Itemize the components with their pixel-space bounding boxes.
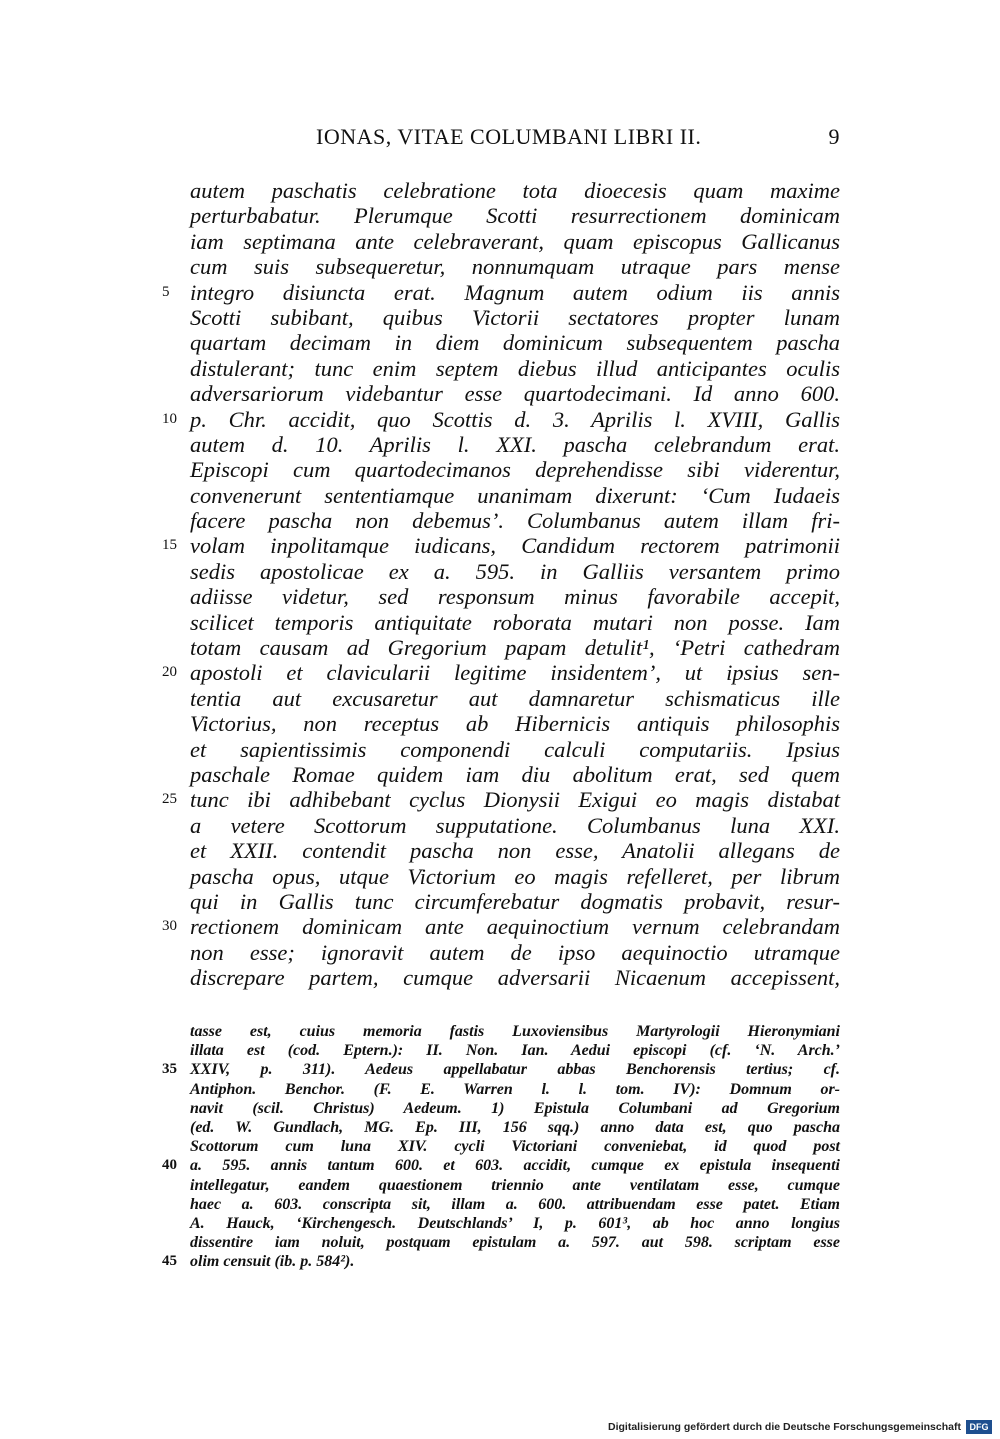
line-text: perturbabatur. Plerumque Scotti resurrectionem dominicam <box>190 203 840 229</box>
text-line <box>190 508 840 533</box>
line-text: navit (scil. Christus) Aedeum. 1) Epistula Columbani ad Gregorium <box>190 1099 840 1117</box>
text-line <box>190 711 840 736</box>
text-line <box>190 864 840 889</box>
footnote-line <box>190 1233 840 1252</box>
footnote-line <box>190 1099 840 1118</box>
line-text: cum suis subsequeretur, nonnumquam utraque pars mense <box>190 254 840 280</box>
footnote-line <box>190 1080 840 1099</box>
text-line <box>190 737 840 762</box>
text-line <box>190 584 840 609</box>
line-number: 5 <box>162 283 170 300</box>
text-line <box>190 203 840 228</box>
line-number: 15 <box>162 537 177 554</box>
text-line <box>162 914 840 940</box>
page-number: 9 <box>828 124 840 149</box>
text-line <box>190 838 840 863</box>
line-number: 25 <box>162 791 177 808</box>
text-line <box>190 813 840 838</box>
line-text: Antiphon. Benchor. (F. E. Warren l. l. tom. IV): Domnum or- <box>190 1080 840 1098</box>
line-text: autem d. 10. Aprilis l. XXI. pascha celebrandum erat. <box>190 431 840 457</box>
text-line <box>190 381 840 406</box>
footnote-line <box>190 1176 840 1195</box>
text-line <box>190 965 840 990</box>
text-line <box>162 787 840 813</box>
footnotes <box>162 1022 840 1271</box>
footnote-line <box>162 1252 840 1271</box>
line-text: illata est (cod. Eptern.): II. Non. Ian. Aedui episcopi (cf. ‘N. Arch.’ <box>190 1042 840 1060</box>
text-line <box>190 483 840 508</box>
line-text: et sapientissimis componendi calculi computariis. Ipsius <box>190 736 840 762</box>
footnote-line <box>162 1060 840 1079</box>
line-text: (ed. W. Gundlach, MG. Ep. III, 156 sqq.) anno data est, quo pascha <box>190 1118 840 1136</box>
line-text: olim censuit (ib. p. 584²). <box>190 1253 355 1271</box>
text-line <box>190 305 840 330</box>
line-text: quartam decimam in diem dominicum subsequentem pascha <box>190 330 840 356</box>
line-text: A. Hauck, ‘Kirchengesch. Deutschlands’ I, p. 601³, ab hoc anno longius <box>190 1214 840 1232</box>
text-line <box>190 432 840 457</box>
line-number: 40 <box>162 1157 177 1174</box>
footnote-line <box>190 1195 840 1214</box>
line-number: 45 <box>162 1253 177 1270</box>
line-text: dissentire iam noluit, postquam epistulam a. 597. aut 598. scriptam esse <box>190 1234 840 1252</box>
line-text: qui in Gallis tunc circumferebatur dogmatis probavit, resur- <box>190 888 840 914</box>
text-line <box>190 889 840 914</box>
line-text: XXIV, p. 311). Aedeus appellabatur abbas Benchorensis tertius; cf. <box>190 1061 840 1079</box>
text-line <box>190 559 840 584</box>
line-number: 10 <box>162 410 177 427</box>
line-text: non esse; ignoravit autem de ipso aequinoctio utramque <box>190 939 840 965</box>
footnote-line <box>190 1137 840 1156</box>
footnote-line <box>190 1022 840 1041</box>
line-text: paschale Romae quidem iam diu abolitum erat, sed quem <box>190 761 840 787</box>
line-text: adiisse videtur, sed responsum minus favorabile accepit, <box>190 584 840 610</box>
text-line <box>190 254 840 279</box>
line-text: Victorius, non receptus ab Hibernicis antiquis philosophis <box>190 711 840 737</box>
footnote-line <box>162 1156 840 1175</box>
dfg-logo: DFG <box>966 1420 992 1434</box>
line-text: autem paschatis celebratione tota dioecesis quam maxime <box>190 178 840 203</box>
text-line <box>190 635 840 660</box>
line-text: integro disiuncta erat. Magnum autem odium iis annis <box>190 279 840 305</box>
text-line <box>190 762 840 787</box>
line-text: distulerant; tunc enim septem diebus illud anticipantes oculis <box>190 355 840 381</box>
line-text: a. 595. annis tantum 600. et 603. accidit, cumque ex epistula insequenti <box>190 1157 840 1175</box>
line-text: pascha opus, utque Victorium eo magis refelleret, per librum <box>190 863 840 889</box>
line-text: apostoli et clavicularii legitime insidentem’, ut ipsius sen- <box>190 660 840 686</box>
text-line <box>190 178 840 203</box>
running-title: IONAS, VITAE COLUMBANI LIBRI II. <box>316 124 702 149</box>
line-text: convenerunt sententiamque unanimam dixerunt: ‘Cum Iudaeis <box>190 482 840 508</box>
line-text: p. Chr. accidit, quo Scottis d. 3. Aprilis l. XVIII, Gallis <box>190 406 840 432</box>
line-text: tunc ibi adhibebant cyclus Dionysii Exigui eo magis distabat <box>190 787 840 813</box>
text-line <box>190 330 840 355</box>
line-text: et XXII. contendit pascha non esse, Anatolii allegans de <box>190 838 840 864</box>
line-text: a vetere Scottorum supputatione. Columbanus luna XXI. <box>190 812 840 838</box>
footnote-line <box>190 1118 840 1137</box>
line-text: tentia aut excusaretur aut damnaretur schismaticus ille <box>190 685 840 711</box>
line-number: 35 <box>162 1061 177 1078</box>
text-line <box>190 686 840 711</box>
line-number: 30 <box>162 918 177 935</box>
line-text: haec a. 603. conscripta sit, illam a. 600. attribuendam esse patet. Etiam <box>190 1195 840 1213</box>
running-header <box>316 124 840 158</box>
line-text: iam septimana ante celebraverant, quam episcopus Gallicanus <box>190 228 840 254</box>
line-text: Scotti subibant, quibus Victorii sectatores propter lunam <box>190 304 840 330</box>
digitization-footer <box>608 1420 992 1436</box>
line-text: sedis apostolicae ex a. 595. in Galliis versantem primo <box>190 558 840 584</box>
line-text: volam inpolitamque iudicans, Candidum rectorem patrimonii <box>190 533 840 559</box>
footnote-line <box>190 1041 840 1060</box>
text-line <box>190 356 840 381</box>
footer-credit: Digitalisierung gefördert durch die Deutsche Forschungsgemeinschaft <box>608 1421 961 1433</box>
line-text: tasse est, cuius memoria fastis Luxoviensibus Martyrologii Hieronymiani <box>190 1023 840 1040</box>
text-line <box>190 610 840 635</box>
text-line <box>162 660 840 686</box>
main-text <box>162 178 840 991</box>
text-line <box>162 279 840 305</box>
text-line <box>190 940 840 965</box>
footnote-line <box>190 1214 840 1233</box>
line-text: rectionem dominicam ante aequinoctium vernum celebrandam <box>190 914 840 940</box>
line-text: facere pascha non debemus’. Columbanus autem illam fri- <box>190 508 840 534</box>
text-line <box>162 533 840 559</box>
line-text: intellegatur, eandem quaestionem triennio ante ventilatam esse, cumque <box>190 1176 840 1194</box>
text-line <box>190 229 840 254</box>
line-text: totam causam ad Gregorium papam detulit¹, ‘Petri cathedram <box>190 635 840 661</box>
line-text: discrepare partem, cumque adversarii Nicaenum accepissent, <box>190 965 840 991</box>
line-text: Episcopi cum quartodecimanos deprehendisse sibi viderentur, <box>190 457 840 483</box>
line-text: scilicet temporis antiquitate roborata mutari non posse. Iam <box>190 609 840 635</box>
line-text: adversariorum videbantur esse quartodecimani. Id anno 600. <box>190 381 840 407</box>
line-text: Scottorum cum luna XIV. cycli Victoriani conveniebat, id quod post <box>190 1138 840 1156</box>
text-line <box>190 457 840 482</box>
text-line <box>162 406 840 432</box>
line-number: 20 <box>162 664 177 681</box>
